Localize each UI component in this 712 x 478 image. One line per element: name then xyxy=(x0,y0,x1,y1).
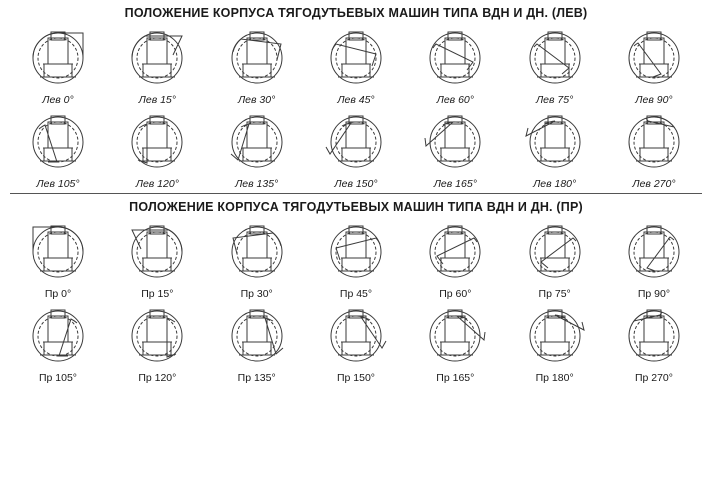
section-lev xyxy=(0,0,712,194)
figure-cell xyxy=(211,300,303,384)
figure-row xyxy=(0,216,712,300)
fan-casing-diagram xyxy=(12,106,104,180)
figure-caption: Лев 270° xyxy=(632,178,676,190)
fan-casing-diagram xyxy=(608,216,700,290)
section-pr xyxy=(0,194,712,384)
figure-caption: Лев 90° xyxy=(635,94,673,106)
figure-caption: Пр 150° xyxy=(336,372,375,384)
figure-caption: Пр 105° xyxy=(38,372,78,384)
figure-caption: Пр 60° xyxy=(439,288,472,300)
figure-cell xyxy=(608,106,700,190)
figure-caption: Лев 105° xyxy=(36,178,80,190)
figure-cell xyxy=(211,22,303,106)
fan-casing-diagram xyxy=(111,106,203,180)
fan-casing-diagram xyxy=(111,22,203,96)
fan-casing-diagram xyxy=(409,106,501,180)
figure-caption: Лев 165° xyxy=(433,178,477,190)
fan-casing-diagram xyxy=(12,22,104,96)
figure-cell xyxy=(12,106,104,190)
figure-caption: Лев 75° xyxy=(535,94,574,106)
figure-cell xyxy=(111,106,203,190)
fan-casing-diagram xyxy=(310,216,402,290)
figure-cell xyxy=(409,106,501,190)
fan-casing-diagram xyxy=(211,300,303,374)
figure-caption: Пр 0° xyxy=(44,288,72,300)
fan-casing-diagram xyxy=(409,22,501,96)
figure-cell xyxy=(111,300,203,384)
fan-casing-diagram xyxy=(310,22,402,96)
figure-caption: Лев 0° xyxy=(42,94,74,106)
figure-cell xyxy=(608,300,700,384)
fan-casing-diagram xyxy=(509,22,601,96)
figure-row xyxy=(0,106,712,190)
fan-casing-diagram xyxy=(608,300,700,374)
figure-caption: Лев 150° xyxy=(334,178,378,190)
figure-caption: Лев 60° xyxy=(436,94,474,106)
fan-casing-diagram xyxy=(608,22,700,96)
figure-caption: Пр 135° xyxy=(237,372,276,384)
fan-casing-diagram xyxy=(111,216,203,290)
figure-caption: Лев 135° xyxy=(235,178,279,190)
figure-caption: Пр 165° xyxy=(436,372,475,384)
fan-casing-diagram xyxy=(409,216,501,290)
figure-cell xyxy=(310,22,402,106)
figure-caption: Лев 120° xyxy=(135,178,179,190)
figure-cell xyxy=(409,22,501,106)
figure-row xyxy=(0,22,712,106)
fan-casing-diagram xyxy=(211,22,303,96)
fan-casing-diagram xyxy=(608,106,700,180)
figure-cell xyxy=(111,22,203,106)
figure-cell xyxy=(310,216,402,300)
fan-casing-diagram xyxy=(409,300,501,374)
figure-cell xyxy=(608,216,700,300)
figure-caption: Пр 75° xyxy=(538,288,571,300)
fan-casing-diagram xyxy=(12,216,104,290)
figure-cell xyxy=(509,300,601,384)
fan-casing-diagram xyxy=(211,216,303,290)
figure-caption: Лев 180° xyxy=(533,178,577,190)
fan-casing-diagram xyxy=(509,300,601,374)
figure-caption: Пр 120° xyxy=(138,372,177,384)
figure-cell xyxy=(211,106,303,190)
figure-cell xyxy=(310,106,402,190)
figure-caption: Лев 15° xyxy=(138,94,176,106)
figure-caption: Пр 45° xyxy=(339,288,373,300)
figure-row xyxy=(0,300,712,384)
figure-caption: Пр 30° xyxy=(240,288,273,300)
figure-cell xyxy=(509,22,601,106)
figure-cell xyxy=(409,300,501,384)
figure-cell xyxy=(509,106,601,190)
figure-cell xyxy=(509,216,601,300)
fan-casing-diagram xyxy=(509,106,601,180)
figure-cell xyxy=(12,216,104,300)
figure-caption: Пр 90° xyxy=(637,288,671,300)
section-title-pr: ПОЛОЖЕНИЕ КОРПУСА ТЯГОДУТЬЕВЫХ МАШИН ТИПА ВДН И ДН. (ПР) xyxy=(129,200,583,214)
figure-cell xyxy=(409,216,501,300)
fan-casing-diagram xyxy=(509,216,601,290)
fan-casing-diagram xyxy=(310,300,402,374)
figure-caption: Лев 30° xyxy=(237,94,276,106)
fan-casing-diagram xyxy=(12,300,104,374)
fan-casing-diagram xyxy=(310,106,402,180)
figure-caption: Пр 270° xyxy=(634,372,673,384)
figure-caption: Пр 180° xyxy=(535,372,574,384)
section-title-lev: ПОЛОЖЕНИЕ КОРПУСА ТЯГОДУТЬЕВЫХ МАШИН ТИПА ВДН И ДН. (ЛЕВ) xyxy=(124,6,588,20)
fan-casing-diagram xyxy=(211,106,303,180)
figure-cell xyxy=(111,216,203,300)
figure-cell xyxy=(12,22,104,106)
figure-cell xyxy=(12,300,104,384)
figure-cell xyxy=(608,22,700,106)
figure-cell xyxy=(310,300,402,384)
fan-casing-diagram xyxy=(111,300,203,374)
figure-caption: Пр 15° xyxy=(141,288,174,300)
figure-cell xyxy=(211,216,303,300)
figure-caption: Лев 45° xyxy=(337,94,375,106)
